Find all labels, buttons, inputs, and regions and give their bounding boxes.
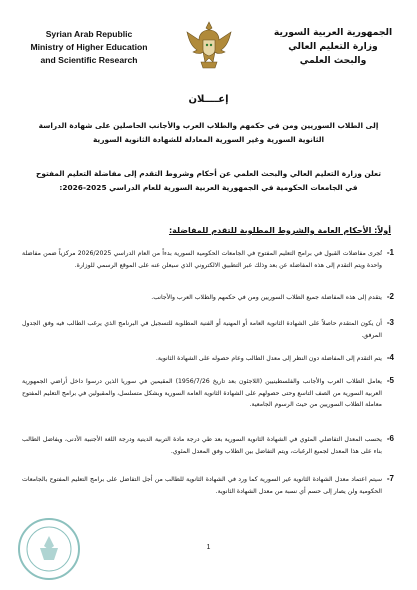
intro-audience: إلى الطلاب السوريين ومن في حكمهم والطلاب العرب والأجانب الحاصلين على شهادة الدراسة الثانوية السورية وغير السورية المعادلة للشهادة الثانوية السورية xyxy=(38,121,379,144)
item-text: سيتم اعتماد معدل الشهادة الثانوية غير السورية كما ورد في الشهادة الثانوية للطالب من أجل التفاضل على برامج التعليم المفتوح بالجامعات الحكومية ولن يصار إلى حسم أي نسبة من معدل الشهادة الثانوية. xyxy=(22,476,382,495)
section-heading: أولاً: الأحكام العامة والشروط المطلوبة للتقدم للمفاضلة: xyxy=(168,226,391,235)
item-number: 6- xyxy=(386,434,394,443)
list-item xyxy=(22,474,394,497)
header-left-line: and Scientific Research xyxy=(40,55,138,65)
item-number: 1- xyxy=(386,248,394,257)
page-number: 1 xyxy=(206,544,211,551)
header-left-line: Ministry of Higher Education xyxy=(30,42,148,52)
item-number: 4- xyxy=(386,353,394,362)
item-number: 3- xyxy=(386,318,394,327)
item-number: 7- xyxy=(386,474,394,483)
header-left-line: Syrian Arab Republic xyxy=(45,29,133,39)
list-item xyxy=(22,434,394,457)
item-number: 2- xyxy=(386,292,394,301)
syrian-eagle-emblem-icon xyxy=(183,18,235,74)
item-text: يعامل الطلاب العرب والأجانب والفلسطينيين (اللاجئون بعد تاريخ 1956/7/26) المقيمين في سوريا الذين درسوا داخل أراضي الجمهورية العربية السورية من الصف التاسع وحتى حصولهم على الشهادة الثانوية العامة السورية وبشكل متسلسل، والمقبولين في برامج التعليم المفتوح معاملة الطلاب السوريين من حيث الرسوم الجامعية. xyxy=(22,378,382,408)
item-text: يتقدم إلى هذه المفاضلة جميع الطلاب السوريين ومن في حكمهم والطلاب العرب والأجانب. xyxy=(151,294,382,301)
list-item xyxy=(22,248,394,271)
list-item xyxy=(22,292,394,304)
list-item xyxy=(22,376,394,411)
header-right-line: الجمهورية العربية السورية xyxy=(273,27,393,38)
announcement-title: إعــــلان xyxy=(188,94,229,105)
intro-announcement: تعلن وزارة التعليم العالي والبحث العلمي عن أحكام وشروط التقدم إلى مفاضلة التعليم المفتوح في الجامعات الحكومية في الجمهورية العربية السورية للعام الدراسي 2025-2026: xyxy=(36,169,381,192)
ministry-name-english xyxy=(14,28,164,67)
ministry-name-arabic xyxy=(263,26,403,68)
list-item xyxy=(22,353,394,365)
item-text: تُجرى مفاضلات القبول في برامج التعليم المفتوح في الجامعات الحكومية السورية بدءاً من العام الدراسي 2026/2025 مركزياً ضمن مفاضلة واحدة ويتم التقدم إلى هذه المفاضلة عن بعد وذلك عبر التطبيق الالكتروني الذي سيعلن عنه على الموقع الرسمي للوزارة. xyxy=(22,250,382,269)
list-item xyxy=(22,318,394,341)
header-right-line: وزارة التعليم العالي xyxy=(288,41,378,52)
item-text: يتم التقدم إلى المفاضلة دون النظر إلى معدل الطالب وعام حصوله على الشهادة الثانوية. xyxy=(155,355,382,362)
item-text: يحسب المعدل التفاضلي المئوي في الشهادة الثانوية السورية بعد طي درجة مادة التربية الدينية ودرجة اللغة الأجنبية الأدنى، ويفاضل الطالب بناء على هذا المعدل لجميع الرغبات، ويتم التفاضل بين الطلاب وفق المعدل المئوي. xyxy=(22,436,382,455)
item-number: 5- xyxy=(386,376,394,385)
item-text: أن يكون المتقدم حاصلاً على الشهادة الثانوية العامة أو المهنية أو الفنية المطلوبة للتسجيل في البرنامج الذي يرغب الطالب فيه وفق الجدول المرفق. xyxy=(22,320,382,339)
header-right-line: والبحث العلمي xyxy=(299,55,367,66)
